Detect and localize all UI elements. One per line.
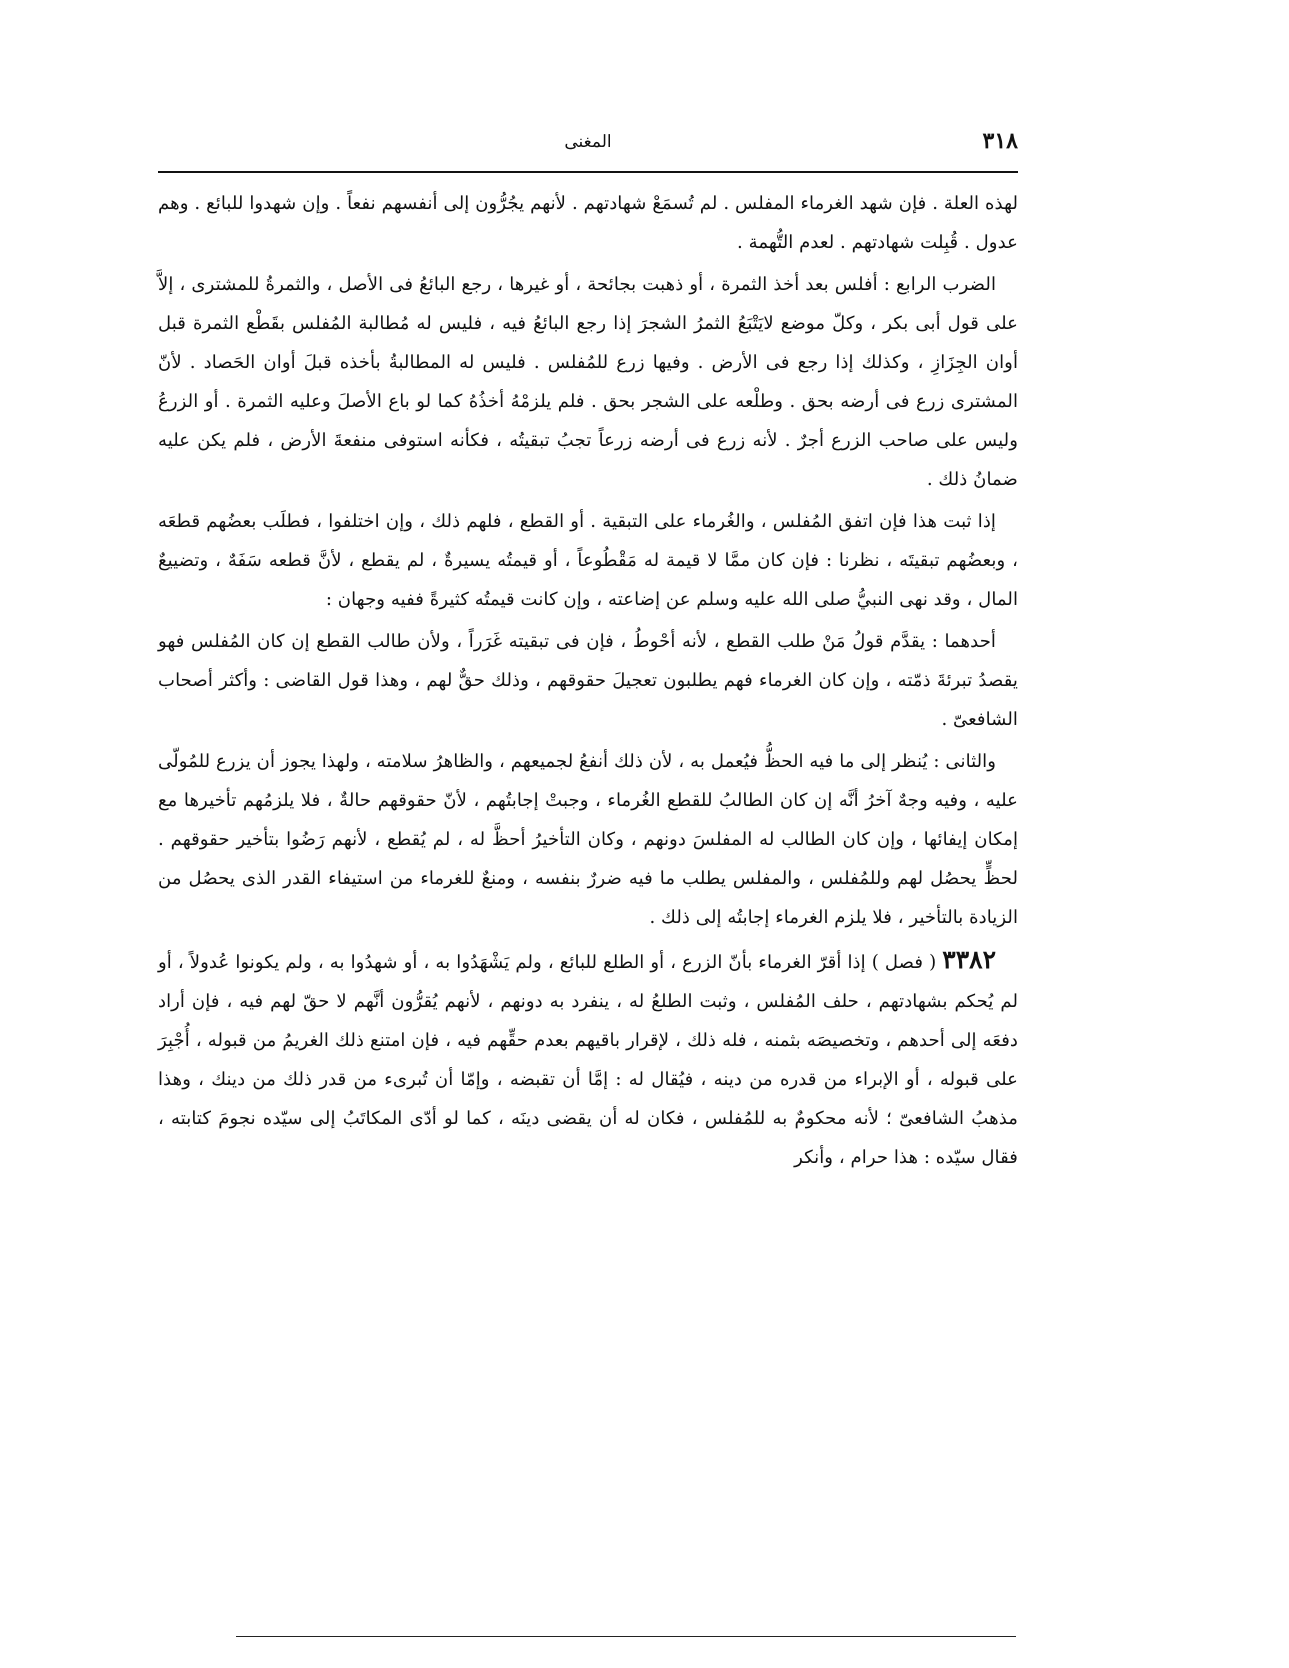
page-number: ٣١٨ — [982, 128, 1018, 154]
paragraph: إذا ثبت هذا فإن اتفق المُفلس ، والغُرماء على التبقية . أو القطع ، فلهم ذلك ، وإن اختلفوا ، فطلَب بعضُهم قطعَه ، وبعضُهم تبقيتَه ، نظرنا : فإن كان ممَّا لا قيمة له مَقْطُوعاً ، أو قيمتُه يسيرةٌ ، لم يقطع ، لأنَّ قطعه سَفَهٌ ، وتضييعٌ المال ، وقد نهى النبيُّ صلى الله عليه وسلم عن إضاعته ، وإن كانت قيمتُه كثيرةً ففيه وجهان : — [158, 511, 1018, 610]
main-text — [158, 184, 1018, 1180]
paragraph: أحدهما : يقدَّم قولُ مَنْ طلب القطع ، لأنه أحْوطُ ، فإن فى تبقيته غَرَراً ، ولأن طالب القطع إن كان المُفلس فهو يقصدُ تبرئةَ ذمّته ، وإن كان الغرماء فهم يطلبون تعجيلَ حقوقهم ، وذلك حقٌّ لهم ، وهذا قول القاضى : وأكثر أصحاب الشافعىّ . — [158, 631, 1018, 730]
footer-divider — [236, 1636, 1016, 1637]
header-divider — [158, 171, 1018, 173]
paragraph: لهذه العلة . فإن شهد الغرماء المفلس . لم تُسمَعْ شهادتهم . لأنهم يجُرُّون إلى أنفسهم نفعاً . وإن شهدوا للبائع . وهم عدول . قُبِلت شهادتهم . لعدم التُّهمة . — [158, 193, 1018, 253]
section-paragraph — [158, 940, 1018, 1177]
paragraph: الضرب الرابع : أفلس بعد أخذ الثمرة ، أو ذهبت بجائحة ، أو غيرها ، رجع البائعُ فى الأصل ، والثمرةُ للمشترى ، إلاَّ على قول أبى بكر ، وكلّ موضع لايَتْبَعُ الثمرُ الشجرَ إذا رجع البائعُ فيه ، فليس له مُطالبة المُفلس بقَطْع الثمرة قبل أوان الجِزَازِ ، وكذلك إذا رجع فى الأرض . وفيها زرع للمُفلس . فليس له المطالبةُ بأخذه قبلَ أوان الحَصاد . لأنّ المشترى زرع فى أرضه بحق . وطلْعه على الشجر بحق . فلم يلزمْهُ أخذُهُ كما لو باع الأصلَ وعليه الثمرة . أو الزرعُ وليس على صاحب الزرع أجرٌ . لأنه زرع فى أرضه زرعاً تجبُ تبقيتُه ، فكأنه استوفى منفعةَ الأرض ، فلم يكن عليه ضمانُ ذلك . — [158, 274, 1018, 490]
section-number: ٣٣٨٢ — [942, 945, 996, 974]
section-text: ( فصل ) إذا أقرّ الغرماء بأنّ الزرع ، أو الطلع للبائع ، ولم يَشْهَدُوا به ، أو شهدُوا به ، ولم يكونوا عُدولاً ، أو لم يُحكم بشهادتهم ، حلف المُفلس ، وثبت الطلعُ له ، ينفرد به دونهم ، لأنهم يُقرُّون أنَّهم لا حقّ لهم فيه ، فإن أراد دفعَه إلى أحدهم ، وتخصيصَه بثمنه ، فله ذلك ، لإقرار باقيهم بعدم حقِّهم فيه ، فإن امتنع ذلك الغريمُ من قبوله ، أُجْبِرَ على قبوله ، أو الإبراء من قدره من دينه ، فيُقال له : إمَّا أن تقبضه ، وإمّا أن تُبرىء من قدر ذلك من دينك ، وهذا مذهبُ الشافعىّ ؛ لأنه محكومٌ به للمُفلس ، فكان له أن يقضى دينَه ، كما لو أدّى المكاتَبُ إلى سيّده نجومَ كتابته ، فقال سيّده : هذا حرام ، وأنكر — [158, 952, 1018, 1168]
book-title: المغنى — [564, 132, 612, 152]
paragraph: والثانى : يُنظر إلى ما فيه الحظُّ فيُعمل به ، لأن ذلك أنفعُ لجميعهم ، والظاهرُ سلامته ، ولهذا يجوز أن يزرع للمُولّى عليه ، وفيه وجهٌ آخرُ أنَّه إن كان الطالبُ للقطع الغُرماء ، وجبتْ إجابتُهم ، لأنّ حقوقهم حالةٌ ، فلا يلزمُهم تأخيرها مع إمكان إيفائها ، وإن كان الطالب له المفلسَ دونهم ، وكان التأخيرُ أحظَّ له ، لم يُقطع ، لأنهم رَضُوا بتأخير حقوقهم . لحظٍّ يحصُل لهم وللمُفلس ، والمفلس يطلب ما فيه ضررٌ بنفسه ، ومنعٌ للغرماء من استيفاء القدر الذى يحصُل من الزيادة بالتأخير ، فلا يلزم الغرماء إجابتُه إلى ذلك . — [158, 751, 1018, 928]
page-header — [158, 128, 1018, 168]
